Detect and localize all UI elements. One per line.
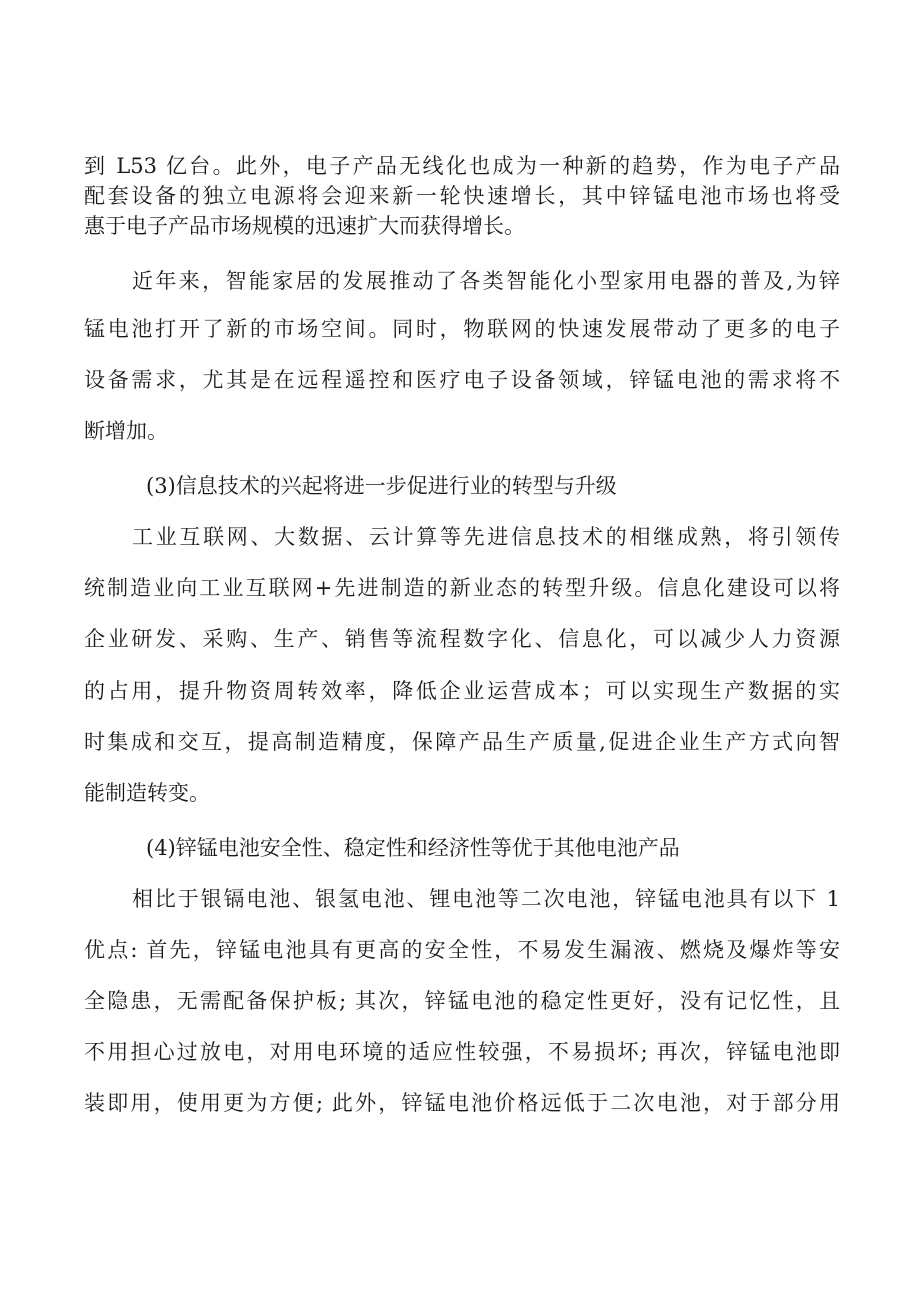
paragraph-4-line-1: 相比于银镉电池、银氢电池、锂电池等二次电池，锌锰电池具有以下 1 bbox=[132, 887, 840, 911]
paragraph-4-line-3: 全隐患，无需配备保护板; 其次，锌锰电池的稳定性更好，没有记忆性，且 bbox=[84, 989, 840, 1013]
paragraph-2-line-3: 设备需求，尤其是在远程遥控和医疗电子设备领域，锌锰电池的需求将不 bbox=[84, 368, 840, 392]
paragraph-3-line-5: 时集成和交互，提高制造精度，保障产品生产质量,促进企业生产方式向智 bbox=[84, 730, 840, 754]
paragraph-1-line-3: 惠于电子产品市场规模的迅速扩大而获得增长。 bbox=[84, 214, 525, 238]
paragraph-2-line-4: 断增加。 bbox=[84, 419, 168, 443]
paragraph-4-line-4: 不用担心过放电，对用电环境的适应性较强，不易损坏; 再次，锌锰电池即 bbox=[84, 1040, 840, 1064]
paragraph-4-line-2: 优点: 首先，锌锰电池具有更高的安全性，不易发生漏液、燃烧及爆炸等安 bbox=[84, 938, 840, 962]
paragraph-3-line-1: 工业互联网、大数据、云计算等先进信息技术的相继成熟，将引领传 bbox=[132, 525, 840, 549]
paragraph-2-line-2: 锰电池打开了新的市场空间。同时，物联网的快速发展带动了更多的电子 bbox=[84, 317, 840, 341]
paragraph-1-line-1: 到 L53 亿台。此外，电子产品无线化也成为一种新的趋势，作为电子产品 bbox=[84, 154, 840, 178]
section-heading-3: (3)信息技术的兴起将进一步促进行业的转型与升级 bbox=[146, 474, 617, 498]
paragraph-2-line-1: 近年来，智能家居的发展推动了各类智能化小型家用电器的普及,为锌 bbox=[132, 269, 840, 293]
paragraph-3-line-2: 统制造业向工业互联网+先进制造的新业态的转型升级。信息化建设可以将 bbox=[84, 576, 840, 600]
section-heading-4: (4)锌锰电池安全性、稳定性和经济性等优于其他电池产品 bbox=[146, 836, 680, 860]
paragraph-3-line-4: 的占用，提升物资周转效率，降低企业运营成本；可以实现生产数据的实 bbox=[84, 679, 840, 703]
paragraph-3-line-3: 企业研发、采购、生产、销售等流程数字化、信息化，可以减少人力资源 bbox=[84, 627, 840, 651]
paragraph-1-line-2: 配套设备的独立电源将会迎来新一轮快速增长，其中锌锰电池市场也将受 bbox=[84, 184, 840, 208]
paragraph-3-line-6: 能制造转变。 bbox=[84, 781, 210, 805]
paragraph-4-line-5: 装即用，使用更为方便; 此外，锌锰电池价格远低于二次电池，对于部分用 bbox=[84, 1091, 840, 1115]
